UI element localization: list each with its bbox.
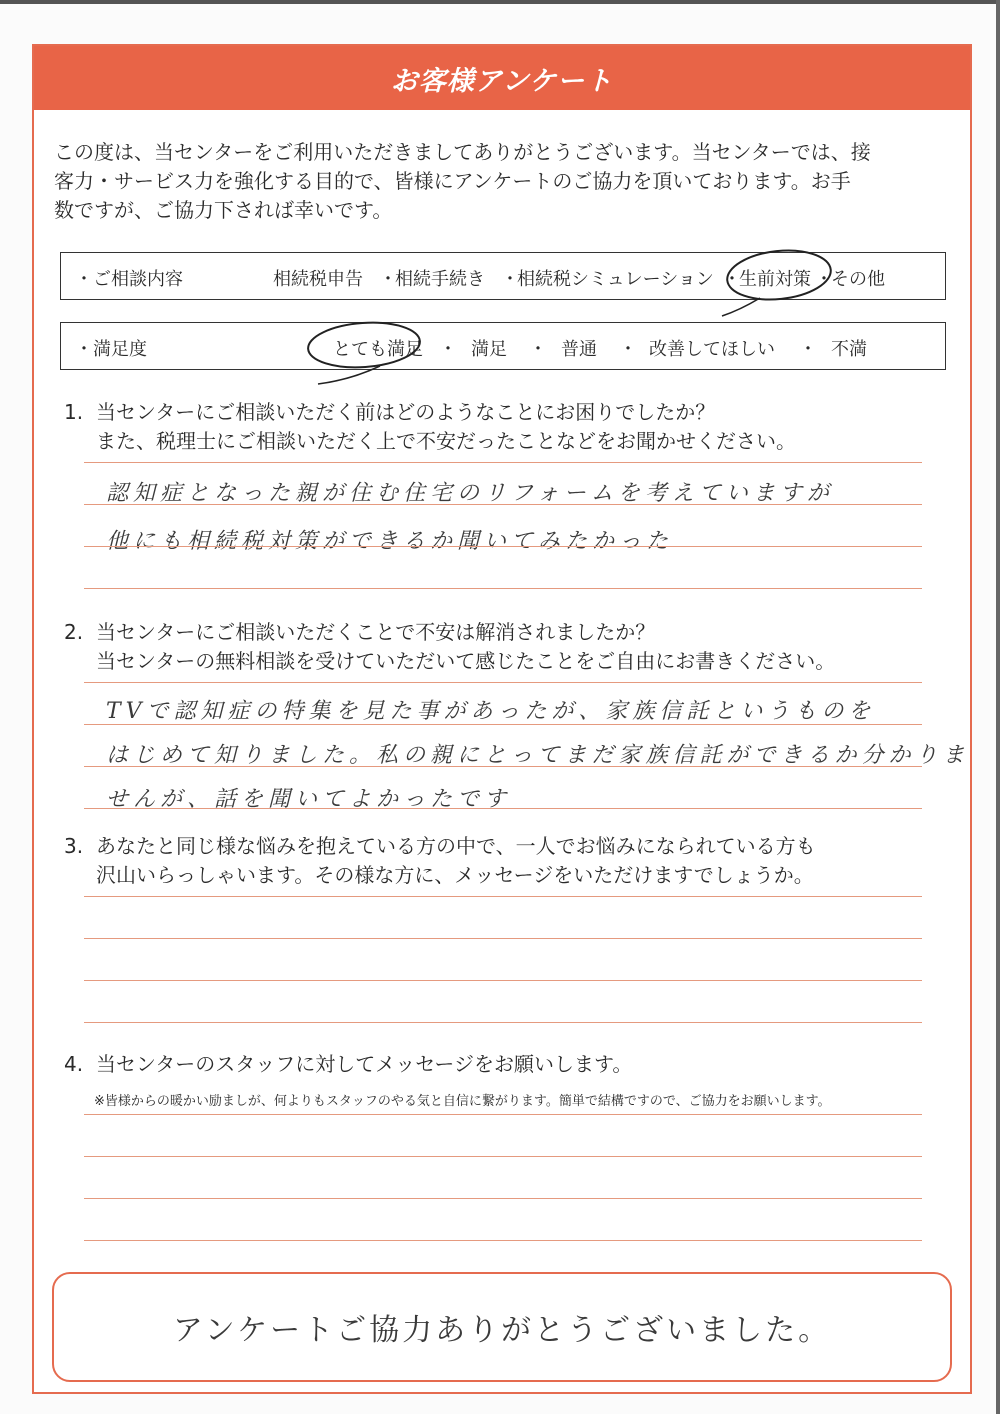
option-separator: ・	[439, 339, 457, 360]
answer-rule	[84, 766, 922, 767]
question-text: あなたと同じ様な悩みを抱えている方の中で、一人でお悩みになられている方も	[96, 834, 816, 858]
answer-rule	[84, 682, 922, 683]
answer-rule	[84, 546, 922, 547]
question-text: また、税理士にご相談いただく上で不安だったことなどをお聞かせください。	[96, 429, 796, 453]
question-number: 2.	[64, 620, 84, 644]
answer-rule	[84, 980, 922, 981]
option-very-satisfied[interactable]: とても満足	[333, 339, 423, 360]
answer-rule	[84, 808, 922, 809]
answer-1-line-2: 他にも相続税対策ができるか聞いてみたかった	[106, 529, 674, 554]
survey-form	[32, 44, 972, 1394]
option-separator: ・	[619, 339, 637, 360]
consultation-label: ・ご相談内容	[75, 269, 183, 290]
answer-rule	[84, 1114, 922, 1115]
answer-rule	[84, 896, 922, 897]
form-title: お客様アンケート	[390, 65, 614, 97]
answer-rule	[84, 724, 922, 725]
answer-rule	[84, 1156, 922, 1157]
question-text: 沢山いらっしゃいます。その様な方に、メッセージをいただけますでしょうか。	[96, 863, 814, 887]
answer-rule	[84, 1022, 922, 1023]
option-separator: ・	[723, 269, 741, 290]
option-separator: ・	[379, 269, 397, 290]
answer-rule	[84, 1240, 922, 1241]
option-dissatisfied[interactable]: 不満	[831, 339, 867, 360]
option-neutral[interactable]: 普通	[561, 339, 597, 360]
option-satisfied[interactable]: 満足	[471, 339, 507, 360]
option-separator: ・	[501, 269, 519, 290]
scan-edge-top	[0, 0, 1000, 4]
answer-2-line-2: はじめて知りました。私の親にとってまだ家族信託ができるか分かりま	[106, 743, 970, 768]
option-other[interactable]: その他	[831, 269, 885, 290]
consultation-row	[60, 252, 946, 300]
answer-rule	[84, 504, 922, 505]
option-inheritance-procedures[interactable]: 相続手続き	[395, 269, 485, 290]
option-separator: ・	[799, 339, 817, 360]
option-tax-simulation[interactable]: 相続税シミュレーション	[517, 269, 714, 290]
option-separator: ・	[529, 339, 547, 360]
question-number: 3.	[64, 834, 84, 858]
satisfaction-row	[60, 322, 946, 370]
question-text: 当センターの無料相談を受けていただいて感じたことをご自由にお書きください。	[96, 649, 836, 673]
answer-rule	[84, 1198, 922, 1199]
intro-text	[54, 138, 954, 225]
answer-rule	[84, 588, 922, 589]
answer-2-line-3: せんが、話を聞いてよかったです	[106, 787, 512, 812]
scan-edge-right	[996, 0, 1000, 1414]
option-needs-improvement[interactable]: 改善してほしい	[649, 339, 775, 360]
thank-you-box	[52, 1272, 952, 1382]
answer-rule	[84, 462, 922, 463]
question-text: 当センターにご相談いただく前はどのようなことにお困りでしたか？	[96, 400, 716, 424]
intro-line: この度は、当センターをご利用いただきましてありがとうございます。当センターでは、接	[54, 140, 871, 164]
option-inheritance-tax-filing[interactable]: 相続税申告	[273, 269, 363, 290]
question-number: 4.	[64, 1052, 84, 1076]
question-4-note: ※皆様からの暖かい励ましが、何よりもスタッフのやる気と自信に繋がります。簡単で結構ですので、ご協力をお願いします。	[94, 1094, 831, 1109]
answer-2-line-1: TVで認知症の特集を見た事があったが、家族信託というものを	[106, 699, 876, 724]
intro-line: 数ですが、ご協力下されば幸いです。	[54, 198, 393, 222]
answer-rule	[84, 938, 922, 939]
intro-line: 客力・サービス力を強化する目的で、皆様にアンケートのご協力を頂いております。お手	[54, 169, 851, 193]
question-number: 1.	[64, 400, 84, 424]
thank-you-message: アンケートご協力ありがとうございました。	[172, 1313, 832, 1348]
form-header	[34, 46, 970, 110]
option-pre-death-planning[interactable]: 生前対策	[739, 269, 811, 290]
answer-1-line-1: 認知症となった親が住む住宅のリフォームを考えていますが	[106, 481, 834, 506]
question-text: 当センターにご相談いただくことで不安は解消されましたか？	[96, 620, 656, 644]
question-text: 当センターのスタッフに対してメッセージをお願いします。	[96, 1052, 633, 1076]
satisfaction-label: ・満足度	[75, 339, 147, 360]
option-separator: ・	[815, 269, 833, 290]
